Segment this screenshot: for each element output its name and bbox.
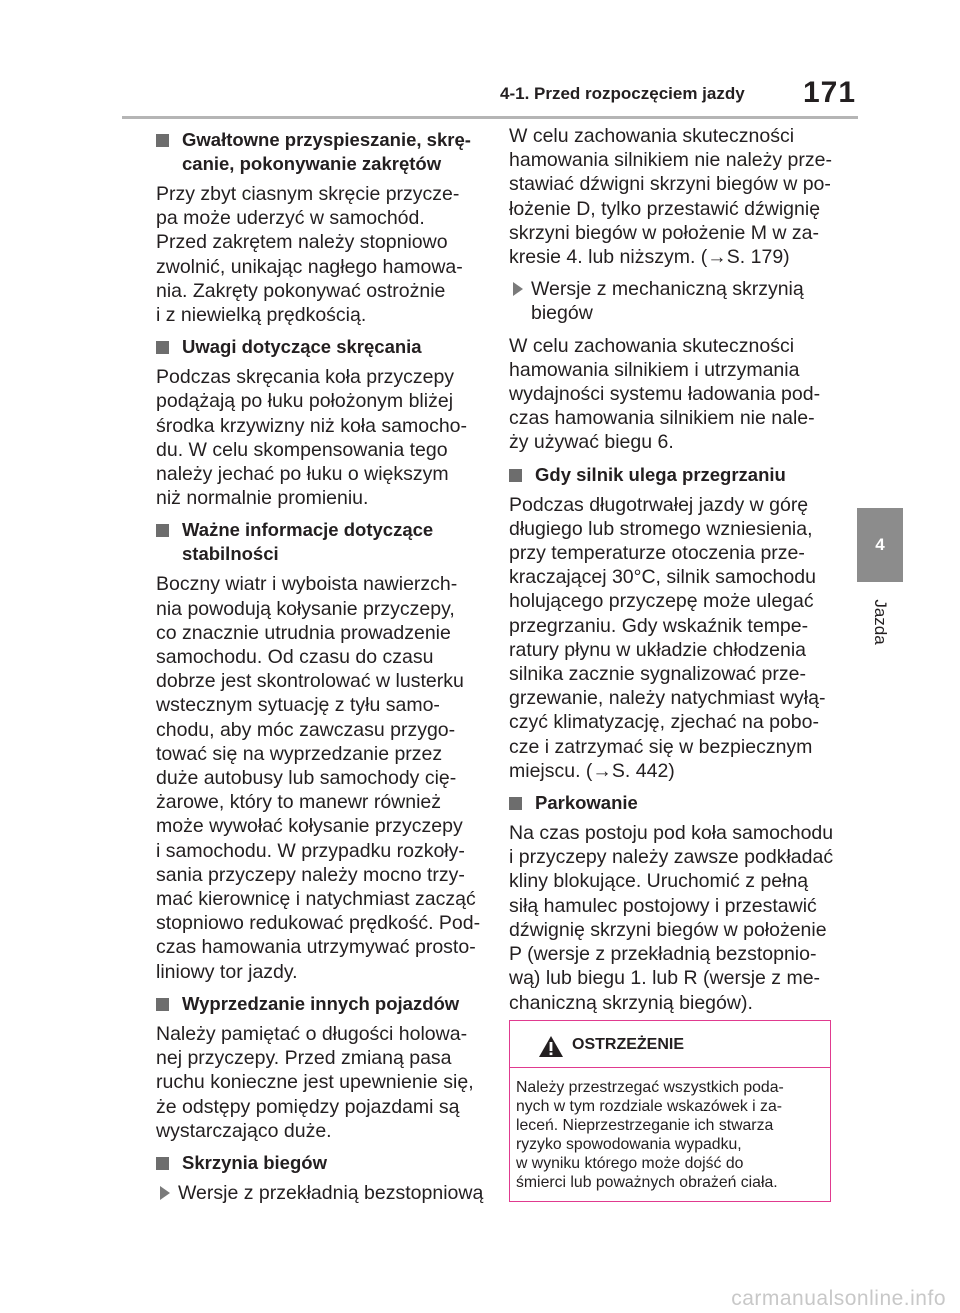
left-column <box>156 124 486 1213</box>
text-line: samochodu. Od czasu do czasu <box>156 646 434 669</box>
heading-square-icon <box>156 134 169 147</box>
text-line: ratury płynu w układzie chłodzenia <box>509 638 806 661</box>
text-line: wydajności systemu ładowania pod- <box>509 383 821 406</box>
text-line: czas hamowania utrzymywać prosto- <box>156 936 476 959</box>
warning-line: Należy przestrzegać wszystkich poda- <box>516 1079 784 1096</box>
text-line: holującego przyczepę może ulegać <box>509 590 814 613</box>
warning-triangle-icon <box>538 1035 564 1058</box>
section-heading <box>156 518 486 566</box>
text-line: kliny blokujące. Uruchomić z pełną <box>509 870 809 893</box>
text-line: Na czas postoju pod koła samochodu <box>509 822 834 845</box>
text-line: niż normalnie promieniu. <box>156 487 369 510</box>
text-line: Gdy silnik ulega przegrzaniu <box>535 463 786 485</box>
section-heading <box>156 335 486 359</box>
text-line: pa może uderzyć w samochód. <box>156 207 425 230</box>
section-heading <box>509 791 839 815</box>
text-line: stawiać dźwigni skrzyni biegów w po- <box>509 173 831 196</box>
paragraph <box>156 572 486 983</box>
text-line: grzewanie, należy natychmiast wyłą- <box>509 687 826 710</box>
text-line: Boczny wiatr i wyboista nawierzch- <box>156 573 458 596</box>
text-line: Podczas długotrwałej jazdy w górę <box>509 493 809 516</box>
chapter-label: Jazda <box>871 599 890 645</box>
text-line: Przy zbyt ciasnym skręcie przycze- <box>156 183 460 205</box>
warning-line: w wyniku którego może dojść do <box>516 1155 744 1172</box>
text-line: podążają po łuku położonym bliżej <box>156 390 454 413</box>
text-line: W celu zachowania skuteczności <box>509 334 795 357</box>
text-line: hamowania silnikiem i utrzymania <box>509 358 800 381</box>
section-heading <box>156 992 486 1016</box>
text-line: miejscu. (→S. 442) <box>509 759 675 782</box>
text-line: skrzyni biegów w położenie M w za- <box>509 221 819 244</box>
text-line: wą) lub biegu 1. lub R (wersje z me- <box>509 967 821 990</box>
text-line: stabilności <box>182 543 279 565</box>
text-line: mać kierownicę i natychmiast zacząć <box>156 888 476 911</box>
text-line: liniowy tor jazdy. <box>156 960 298 983</box>
text-line: nia powodują kołysanie przyczepy, <box>156 597 455 620</box>
text-line: ruchu konieczne jest upewnienie się, <box>156 1071 474 1094</box>
warning-line: leceń. Nieprzestrzeganie ich stwarza <box>516 1117 774 1134</box>
heading-square-icon <box>509 797 522 810</box>
text-line: należy jechać po łuku o większym <box>156 463 449 486</box>
section-heading <box>509 463 839 487</box>
text-line: chodu, aby móc zawczasu przygo- <box>156 718 456 741</box>
text-line: i samochodu. W przypadku rozkoły- <box>156 839 465 862</box>
heading-square-icon <box>156 998 169 1011</box>
text-line: i z niewielką prędkością. <box>156 304 367 327</box>
text-line: Podczas skręcania koła przyczepy <box>156 366 455 389</box>
text-line: może wywołać kołysanie przyczepy <box>156 815 463 838</box>
chapter-tab: 4 <box>857 508 903 582</box>
text-line: że odstępy pomiędzy pojazdami są <box>156 1095 460 1118</box>
text-line: cze i zatrzymać się w bezpiecznym <box>509 735 813 758</box>
text-line: Ważne informacje dotyczące <box>182 519 434 541</box>
text-line: Należy pamiętać o długości holowa- <box>156 1022 468 1045</box>
text-line: P (wersje z przekładnią bezstopnio- <box>509 943 817 966</box>
text-line: hamowania silnikiem nie należy prze- <box>509 149 832 172</box>
text-line: przy temperaturze otoczenia prze- <box>509 542 805 565</box>
text-line: łożenie D, tylko przestawić dźwignię <box>509 197 821 220</box>
text-line: silnika zacznie sygnalizować prze- <box>509 663 806 686</box>
text-line: Uwagi dotyczące skręcania <box>182 336 422 358</box>
section-heading <box>156 1151 486 1175</box>
watermark: carmanualsonline.info <box>731 1287 946 1310</box>
subsection-heading <box>509 277 839 325</box>
warning-line: śmierci lub poważnych obrażeń ciała. <box>516 1174 778 1191</box>
text-line: Wersje z mechaniczną skrzynią <box>531 278 804 301</box>
paragraph <box>156 182 486 327</box>
paragraph <box>156 1022 486 1143</box>
warning-title: OSTRZEŻENIE <box>572 1036 685 1053</box>
heading-square-icon <box>156 1157 169 1170</box>
text-line: czas hamowania silnikiem nie nale- <box>509 407 815 430</box>
text-line: kresie 4. lub niższym. (→S. 179) <box>509 246 790 269</box>
text-line: Wyprzedzanie innych pojazdów <box>182 992 460 1014</box>
text-line: Przed zakrętem należy stopniowo <box>156 231 448 254</box>
section-heading <box>156 128 486 176</box>
text-line: dźwignię skrzyni biegów w położenie <box>509 918 827 941</box>
text-line: stopniowo redukować prędkość. Pod- <box>156 912 481 935</box>
text-line: długiego lub stromego wzniesienia, <box>509 517 813 540</box>
warning-line: nych w tym rozdziale wskazówek i za- <box>516 1098 782 1115</box>
text-line: zwolnić, unikając nagłego hamowa- <box>156 255 463 278</box>
right-column <box>509 124 839 1023</box>
text-line: środka krzywizny niż koła samocho- <box>156 414 468 437</box>
warning-line: ryzyko spowodowania wypadku, <box>516 1136 742 1153</box>
text-line: żarowe, który to manewr również <box>156 791 442 814</box>
header-divider <box>122 116 858 119</box>
text-line: i przyczepy należy zawsze podkładać <box>509 846 834 869</box>
text-line: sania przyczepy należy mocno trzy- <box>156 863 465 886</box>
paragraph <box>509 334 839 455</box>
text-line: kraczającej 30°C, silnik samochodu <box>509 566 816 589</box>
warning-box <box>509 1020 831 1202</box>
text-line: ży używać biegu 6. <box>509 431 674 454</box>
paragraph <box>156 365 486 510</box>
text-line: W celu zachowania skuteczności <box>509 125 795 147</box>
text-line: czyć klimatyzację, zjechać na pobo- <box>509 711 819 734</box>
text-line: Gwałtowne przyspieszanie, skrę- <box>182 129 471 150</box>
text-line: duże autobusy lub samochody cię- <box>156 767 457 790</box>
section-title: 4-1. Przed rozpoczęciem jazdy <box>500 84 745 103</box>
text-line: nia. Zakręty pokonywać ostrożnie <box>156 279 446 302</box>
subsection-heading <box>156 1181 486 1205</box>
text-line: wystarczająco duże. <box>156 1119 332 1142</box>
text-line: canie, pokonywanie zakrętów <box>182 153 442 174</box>
heading-square-icon <box>156 524 169 537</box>
text-line: siłą hamulec postojowy i przestawić <box>509 894 817 917</box>
text-line: co znacznie utrudnia prowadzenie <box>156 621 451 644</box>
text-line: wstecznym sytuację z tyłu samo- <box>156 694 440 717</box>
text-line: przegrzaniu. Gdy wskaźnik tempe- <box>509 614 809 637</box>
text-line: dobrze jest skontrolować w lusterku <box>156 670 464 693</box>
triangle-bullet-icon <box>160 1186 170 1200</box>
page-number: 171 <box>803 76 857 109</box>
text-line: nej przyczepy. Przed zmianą pasa <box>156 1047 452 1070</box>
paragraph <box>509 124 839 269</box>
warning-header <box>510 1021 830 1067</box>
text-line: du. W celu skompensowania tego <box>156 438 448 461</box>
text-line: biegów <box>531 302 593 325</box>
text-line: tować się na wyprzedzanie przez <box>156 742 443 765</box>
text-line: Wersje z przekładnią bezstopniową <box>178 1181 484 1204</box>
heading-square-icon <box>509 469 522 482</box>
paragraph <box>509 493 839 783</box>
heading-square-icon <box>156 341 169 354</box>
warning-text <box>510 1068 830 1192</box>
text-line: Skrzynia biegów <box>182 1151 327 1173</box>
text-line: Parkowanie <box>535 792 638 814</box>
triangle-bullet-icon <box>513 282 523 296</box>
paragraph <box>509 821 839 1015</box>
text-line: chaniczną skrzynią biegów). <box>509 991 753 1014</box>
